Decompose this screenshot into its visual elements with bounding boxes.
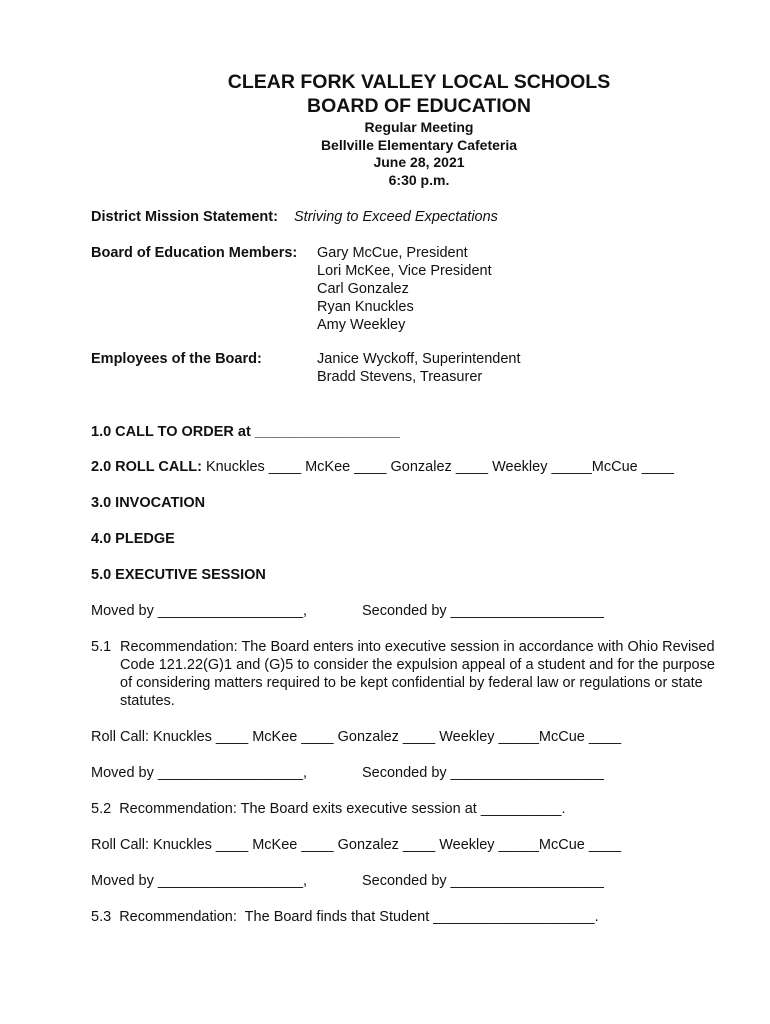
board-member: Ryan Knuckles bbox=[317, 299, 414, 315]
employees-label: Employees of the Board: bbox=[91, 351, 262, 367]
mission-label: District Mission Statement: bbox=[91, 209, 278, 225]
roll-call-section bbox=[91, 458, 674, 476]
roll-call-line: Roll Call: Knuckles ____ McKee ____ Gonzalez ____ Weekley _____McCue ____ bbox=[91, 837, 622, 853]
meeting-date: June 28, 2021 bbox=[373, 154, 465, 170]
roll-call-label: 2.0 ROLL CALL: bbox=[91, 459, 202, 475]
recommendation-line: Recommendation: The Board enters into executive session in accordance with Ohio Revised bbox=[120, 639, 715, 655]
seconded-by-line: Seconded by ___________________ bbox=[362, 873, 604, 889]
employee: Bradd Stevens, Treasurer bbox=[317, 369, 483, 385]
recommendation-5-1 bbox=[91, 638, 751, 710]
recommendation-5-3: 5.3 Recommendation: The Board finds that Student ____________________. bbox=[91, 909, 599, 925]
moved-by-line: Moved by __________________, bbox=[91, 603, 308, 619]
invocation: 3.0 INVOCATION bbox=[91, 495, 206, 511]
board-member-list bbox=[317, 244, 492, 334]
recommendation-text bbox=[120, 638, 751, 710]
seconded-by-line: Seconded by ___________________ bbox=[362, 603, 604, 619]
executive-session-heading: 5.0 EXECUTIVE SESSION bbox=[91, 567, 266, 583]
board-member: Gary McCue, President bbox=[317, 245, 468, 261]
call-to-order: 1.0 CALL TO ORDER at __________________ bbox=[91, 424, 400, 440]
recommendation-number: 5.1 bbox=[91, 639, 112, 655]
employee-list bbox=[317, 350, 521, 386]
recommendation-line: Code 121.22(G)1 and (G)5 to consider the expulsion appeal of a student and for the purpose bbox=[120, 657, 715, 673]
employee: Janice Wyckoff, Superintendent bbox=[317, 351, 521, 367]
meeting-type: Regular Meeting bbox=[364, 119, 474, 135]
roll-call-text: Knuckles ____ McKee ____ Gonzalez ____ Weekley _____McCue ____ bbox=[205, 459, 675, 475]
mission-text: Striving to Exceed Expectations bbox=[294, 209, 498, 225]
page-title: CLEAR FORK VALLEY LOCAL SCHOOLS bbox=[227, 71, 611, 93]
pledge: 4.0 PLEDGE bbox=[91, 531, 175, 547]
meeting-time: 6:30 p.m. bbox=[388, 172, 450, 188]
board-member: Lori McKee, Vice President bbox=[317, 263, 492, 279]
board-member: Amy Weekley bbox=[317, 317, 406, 333]
recommendation-line: of considering matters required to be kept confidential by federal law or regulations or state bbox=[120, 675, 703, 691]
board-member: Carl Gonzalez bbox=[317, 281, 409, 297]
meeting-location: Bellville Elementary Cafeteria bbox=[320, 137, 518, 153]
page-subtitle: BOARD OF EDUCATION bbox=[307, 95, 531, 117]
seconded-by-line: Seconded by ___________________ bbox=[362, 765, 604, 781]
moved-by-line: Moved by __________________, bbox=[91, 873, 308, 889]
recommendation-5-2: 5.2 Recommendation: The Board exits executive session at __________. bbox=[91, 801, 566, 817]
recommendation-line: statutes. bbox=[120, 693, 175, 709]
roll-call-line: Roll Call: Knuckles ____ McKee ____ Gonzalez ____ Weekley _____McCue ____ bbox=[91, 729, 622, 745]
board-members-label: Board of Education Members: bbox=[91, 245, 298, 261]
moved-by-line: Moved by __________________, bbox=[91, 765, 308, 781]
